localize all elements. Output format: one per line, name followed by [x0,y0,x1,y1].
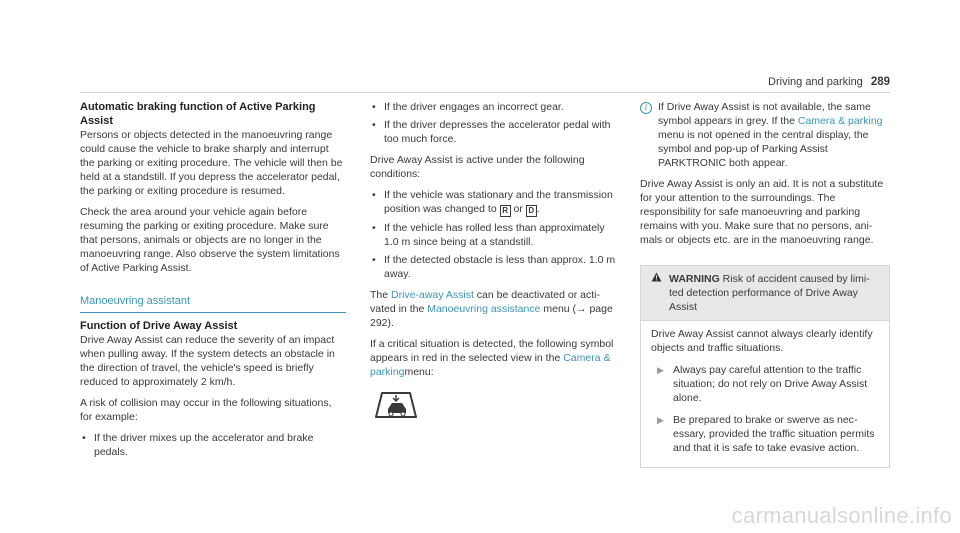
text: menu (→ page 292). [370,303,613,329]
list-item: • If the detected obstacle is less than approx. 1.0 m away. [370,253,620,281]
action-text: Be prepared to brake or swerve as necessary, provided the traffic situation permits and that it is safe to take evasive action. [673,414,875,454]
section-name: Driving and parking [768,76,863,88]
column-left [80,100,346,466]
bullet-list [370,100,620,146]
page-number: 289 [870,76,890,88]
text: or [510,203,526,215]
column-right [640,100,890,468]
link-manoeuvring-assistance[interactable]: Manoeuvring assistance [427,303,541,315]
warning-text: Drive Away Assist cannot always clearly identify objects and traffic situations. [651,328,873,354]
paragraph: Drive Away Assist is active under the following conditions: [370,154,585,180]
arrow-right-icon: ▶ [657,365,664,375]
warning-header [641,266,889,321]
link-drive-away-assist[interactable]: Drive-away Assist [391,289,474,301]
warning-box [640,265,890,468]
section-title-manoeuvring-assistant: Manoeuvring assistant [80,294,346,313]
text: . [536,203,540,215]
text: The [370,289,392,301]
warning-title [669,272,879,314]
gear-r-icon: R [500,205,511,217]
paragraph: Drive Away Assist is only an aid. It is not a substitute for your attention to the surroundings. The responsibility for safe manoeuvring and parking remains with you. Make sure that no persons, animals or objects etc. are in the manoeuvring range. [640,178,884,246]
info-note [640,100,890,177]
heading-automatic-braking: Automatic braking function of Active Parking Assist [80,101,316,127]
arrow-right-icon: ▶ [657,415,664,425]
list-item [370,188,620,217]
list-item: • If the driver depresses the accelerator pedal with too much force. [370,118,620,146]
paragraph [370,337,620,379]
paragraph: Check the area around your vehicle again before resuming the parking or exiting procedure. Make sure that persons, animals or objects are no longer in the manoeuvring range. Also observe the system limitations of Active Parking Assist. [80,206,340,274]
text: menu is not opened in the central display, the symbol and pop-up of Parking Assist PARKTRONIC both appear. [658,129,869,169]
watermark: carmanualsonline.info [731,503,952,528]
text: If Drive Away Assist is not available, the same symbol appears in grey. If the [658,101,871,127]
gear-d-icon: D [526,205,537,217]
column-middle [370,100,620,425]
action-item [651,413,879,455]
paragraph [370,288,620,330]
link-camera-parking[interactable]: Camera & parking [797,115,883,127]
drive-away-assist-icon [374,387,620,425]
link-camera-parking[interactable]: Camera & parking [370,352,611,378]
heading-drive-away-assist: Function of Drive Away Assist [80,320,238,332]
warning-triangle-icon [651,272,663,314]
info-icon: i [640,102,652,114]
bullet-list [370,188,620,281]
bullet-list [80,431,346,459]
action-text: Always pay careful attention to the traffic situation; do not rely on Drive Away Assist alone. [673,364,868,404]
action-item [651,363,879,405]
paragraph: A risk of collision may occur in the following situations, for example: [80,397,332,423]
page-header [768,76,890,88]
warning-label: WARNING [669,273,720,285]
list-item: • If the driver engages an incorrect gear. [370,100,620,114]
paragraph: Drive Away Assist can reduce the severity of an impact when pulling away. If the system detects an obstacle in the direction of travel, the vehicle's speed is briefly reduced to approximately 2 km/h. [80,334,335,388]
warning-body [641,321,889,467]
warning-subtitle: Risk of accident caused by limited detection performance of Drive Away Assist [669,273,870,313]
header-rule [80,92,890,93]
list-item: • If the vehicle has rolled less than approximately 1.0 m since being at a standstill. [370,221,620,249]
text: If a critical situation is detected, the following symbol appears in red in the selected view in the [370,338,614,364]
text: can be deactivated or activated in the [370,289,600,315]
text: If the vehicle was stationary and the transmission position was changed to [384,189,613,215]
list-item: • If the driver mixes up the accelerator and brake pedals. [80,431,346,459]
info-text [658,100,890,170]
paragraph: Persons or objects detected in the manoeuvring range could cause the vehicle to brake sharply and interrupt the parking or exiting procedure. The vehicle will then be held at a standstill. If you depress the accelerator pedal, the parking or exiting procedure is resumed. [80,129,343,197]
text: menu: [404,366,434,378]
